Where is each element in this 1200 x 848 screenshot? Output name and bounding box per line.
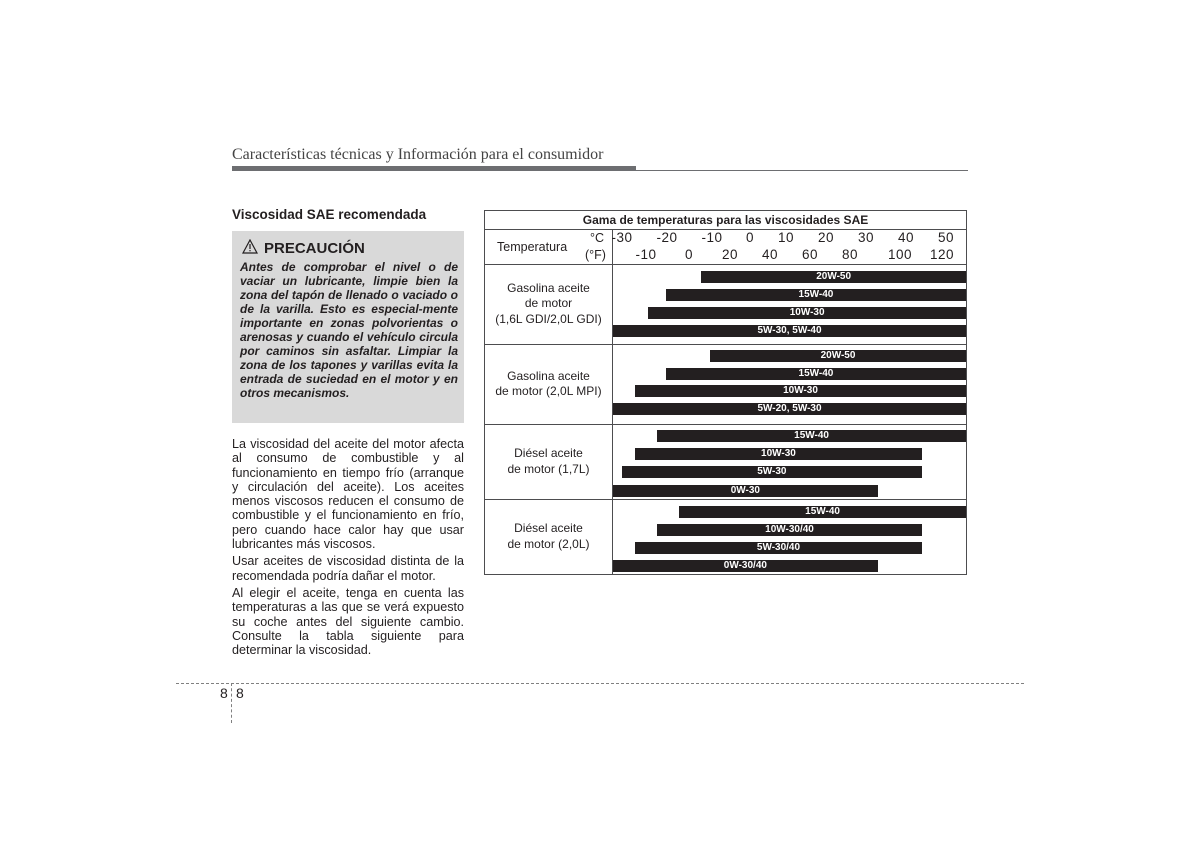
footer-divider (231, 683, 232, 723)
celsius-tick: -30 (611, 230, 633, 245)
celsius-tick: 0 (745, 230, 755, 245)
celsius-unit-label: °C (590, 231, 605, 245)
fahrenheit-tick: 80 (841, 247, 859, 262)
viscosity-bar: 5W-30, 5W-40 (613, 325, 966, 337)
caution-text: Antes de comprobar el nivel o de vaciar un lubricante, limpie bien la zona del tapón de llenado o vaciado o de la varilla. Esto es especial-mente importante en zonas polvorientas o arenosas y cuando el vehículo circula por caminos sin asfaltar. Limpiar la zona de los tapones y varillas evita la entrada de suciedad en el motor y en otros mecanismos. (240, 260, 458, 400)
viscosity-bar: 0W-30/40 (613, 560, 878, 572)
celsius-tick: 50 (937, 230, 955, 245)
viscosity-bar: 5W-30 (622, 466, 922, 478)
table-column-divider (612, 229, 613, 574)
fahrenheit-tick: 20 (721, 247, 739, 262)
viscosity-bar: 10W-30 (648, 307, 966, 319)
fahrenheit-tick: -10 (635, 247, 657, 262)
group-separator (485, 424, 966, 425)
group-separator (485, 344, 966, 345)
fahrenheit-tick: 0 (684, 247, 694, 262)
viscosity-bar: 5W-20, 5W-30 (613, 403, 966, 415)
page-header-title: Características técnicas y Información para el consumidor (232, 146, 604, 163)
celsius-tick: 30 (857, 230, 875, 245)
group-label: Diésel aceite de motor (2,0L) (507, 521, 590, 551)
caution-title: PRECAUCIÓN (264, 240, 365, 257)
celsius-tick: 40 (897, 230, 915, 245)
section-title: Viscosidad SAE recomendada (232, 207, 427, 222)
viscosity-bar: 15W-40 (657, 430, 966, 442)
viscosity-bar: 10W-30/40 (657, 524, 922, 536)
body-paragraph-1: La viscosidad del aceite del motor afecta al consumo de combustible y al funcionamiento en tiempo frío (arranque y circulación del aceite). Los aceites menos viscosos reducen el consumo de combustible y el funcionamiento en frío, pero cuando hace calor hay que usar lubricantes más viscosos. (232, 437, 464, 552)
table-title: Gama de temperaturas para las viscosidades SAE (582, 213, 869, 227)
body-paragraph-3: Al elegir el aceite, tenga en cuenta las temperaturas a las que se verá expuesto su coche antes del siguiente cambio. Consulte la tabla siguiente para determinar la viscosidad. (232, 585, 464, 658)
group-separator (485, 499, 966, 500)
table-rule (485, 264, 966, 265)
fahrenheit-tick: 100 (887, 247, 913, 262)
page-number: 8 (236, 685, 244, 701)
fahrenheit-tick: 60 (801, 247, 819, 262)
page-number-chapter: 8 (220, 685, 228, 701)
celsius-tick: -10 (701, 230, 723, 245)
celsius-tick: 20 (817, 230, 835, 245)
celsius-tick: 10 (777, 230, 795, 245)
viscosity-bar: 20W-50 (701, 271, 966, 283)
viscosity-bar: 15W-40 (666, 289, 966, 301)
table-rule (485, 229, 966, 230)
temperature-label: Temperatura (497, 240, 568, 254)
viscosity-bar: 10W-30 (635, 448, 922, 460)
viscosity-bar: 15W-40 (679, 506, 966, 518)
header-rule-thick (232, 166, 636, 171)
group-label: Diésel aceite de motor (1,7L) (507, 446, 590, 476)
viscosity-table (484, 210, 967, 575)
group-label: Gasolina aceite de motor (1,6L GDI/2,0L GDI) (495, 280, 602, 326)
header-rule-thin (636, 170, 968, 171)
body-paragraph-2: Usar aceites de viscosidad distinta de la recomendada podría dañar el motor. (232, 554, 464, 583)
celsius-tick: -20 (656, 230, 678, 245)
warning-icon (242, 239, 258, 254)
group-label: Gasolina aceite de motor (2,0L MPI) (495, 368, 602, 398)
viscosity-bar: 20W-50 (710, 350, 966, 362)
fahrenheit-tick: 120 (929, 247, 955, 262)
viscosity-bar: 15W-40 (666, 368, 966, 380)
caution-box (232, 231, 464, 423)
footer-rule (176, 683, 1024, 684)
fahrenheit-tick: 40 (761, 247, 779, 262)
body-text (232, 437, 464, 660)
viscosity-bar: 10W-30 (635, 385, 966, 397)
viscosity-bar: 0W-30 (613, 485, 878, 497)
fahrenheit-unit-label: (°F) (585, 248, 606, 262)
viscosity-bar: 5W-30/40 (635, 542, 922, 554)
